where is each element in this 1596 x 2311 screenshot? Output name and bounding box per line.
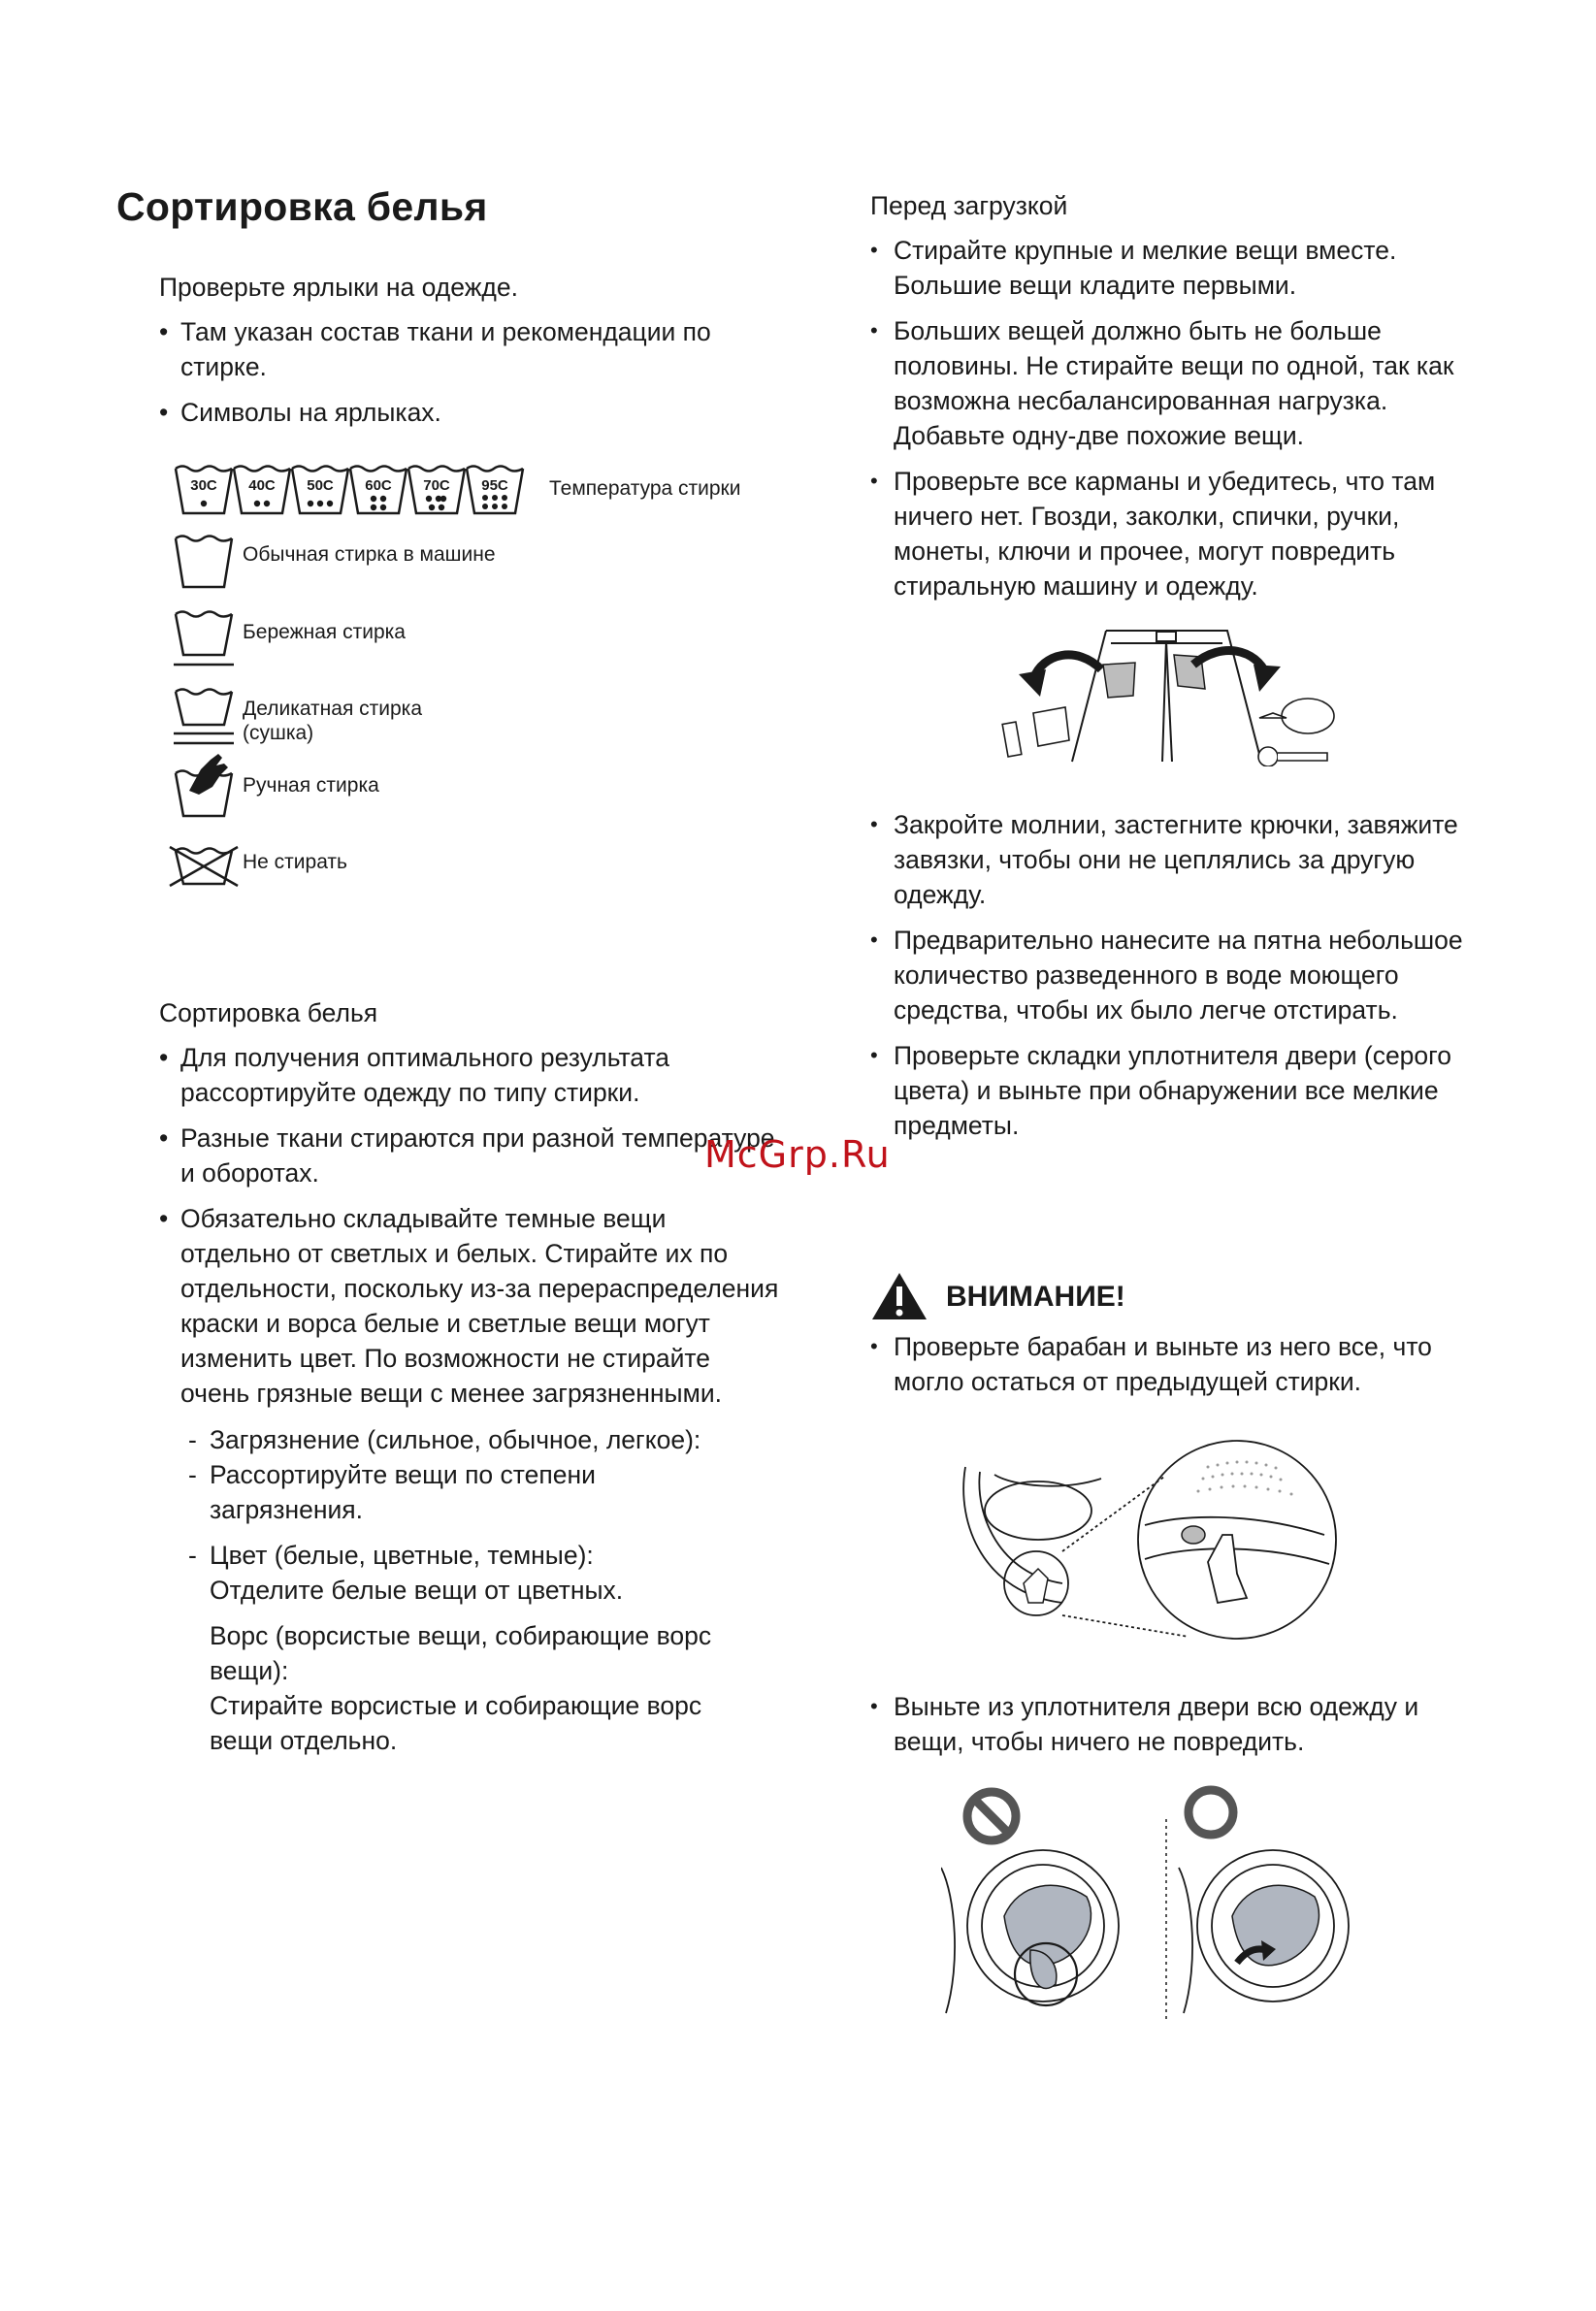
labels-bullet-1: • Там указан состав ткани и рекомендации по стирке. <box>159 314 780 384</box>
gentle-wash-caption: Бережная стирка <box>243 621 406 643</box>
temp-label-40: 40C <box>248 477 276 494</box>
do-not-wash-icon <box>170 847 238 886</box>
warning-icon <box>870 1271 928 1321</box>
sorting-bullet-1: • Для получения оптимального результата рассортируйте одежду по типу стирки. <box>159 1040 780 1110</box>
bullet-dot: • <box>159 317 169 346</box>
hand-wash-caption: Ручная стирка <box>243 774 379 797</box>
lint-note: Ворс (ворсистые вещи, собирающие ворс вещи): Стирайте ворсистые и собирающие ворс вещи отдельно. <box>210 1621 712 1755</box>
before-bullet-6: • Проверьте складки уплотнителя двери (серого цвета) и выньте при обнаружении все мелкие предметы. <box>870 1041 1451 1140</box>
correct-icon <box>1189 1790 1233 1835</box>
warning-bullet-2-block <box>870 1689 1472 1770</box>
before-loading-heading: Перед загрузкой <box>870 191 1068 220</box>
warning-bullet-2: • Выньте из уплотнителя двери всю одежду и вещи, чтобы ничего не повредить. <box>870 1692 1419 1756</box>
sorting-section <box>159 995 780 1758</box>
do-not-wash-caption: Не стирать <box>243 851 347 873</box>
labels-section <box>159 270 780 440</box>
temp-label-70: 70C <box>423 477 450 494</box>
coin-icon <box>1282 699 1334 733</box>
dash-item-sort-soil: - Рассортируйте вещи по степени загрязнения. <box>188 1460 596 1524</box>
temp-label-60: 60C <box>365 477 392 494</box>
temp-label-95: 95C <box>481 477 508 494</box>
before-bullet-2: • Больших вещей должно быть не больше половины. Не стирайте вещи по одной, так как возможна несбалансированная нагрузка. Добавьте одну-две похожие вещи. <box>870 316 1454 450</box>
normal-wash-icon <box>176 537 232 588</box>
gentle-wash-icon <box>174 612 234 666</box>
bullet-dot: • <box>159 1123 169 1153</box>
labels-bullet-2: • Символы на ярлыках. <box>159 395 780 430</box>
dash-item-color: - Цвет (белые, цветные, темные): Отделите белые вещи от цветных. <box>188 1541 624 1605</box>
care-symbols-graphic <box>160 461 568 888</box>
tissue-icon <box>1033 707 1069 746</box>
watermark: McGrp.Ru <box>704 1133 891 1176</box>
dash-item-soil: - Загрязнение (сильное, обычное, легкое): <box>188 1425 701 1454</box>
delicate-wash-caption: Деликатная стирка (сушка) <box>243 698 423 744</box>
normal-wash-caption: Обычная стирка в машине <box>243 543 496 566</box>
warning-bullet-1: • Проверьте барабан и выньте из него все, что могло остаться от предыдущей стирки. <box>870 1332 1432 1396</box>
sorting-bullet-2: • Разные ткани стираются при разной температуре и оборотах. <box>159 1121 780 1190</box>
pocket-left <box>1103 663 1135 698</box>
before-bullet-3: • Проверьте все карманы и убедитесь, что там ничего нет. Гвозди, заколки, спички, ручки, монеты, ключи и прочее, могут повредить стиральную машину и одежду. <box>870 467 1436 601</box>
lighter-icon <box>1002 722 1022 757</box>
door-seal-illustration <box>941 1780 1378 2023</box>
page-title: Сортировка белья <box>116 184 488 229</box>
hand-shape <box>189 754 228 795</box>
temp-label-50: 50C <box>307 477 334 494</box>
bullet-dot: • <box>159 1043 169 1072</box>
temp-caption: Температура стирки <box>549 477 741 500</box>
warning-title: ВНИМАНИЕ! <box>946 1281 1125 1313</box>
before-bullet-1: • Стирайте крупные и мелкие вещи вместе. Большие вещи кладите первыми. <box>870 236 1397 300</box>
coin-in-seal <box>1182 1526 1205 1544</box>
labels-intro: Проверьте ярлыки на одежде. <box>159 273 518 302</box>
before-loading-section-2 <box>870 807 1472 1154</box>
temp-label-30: 30C <box>190 477 217 494</box>
bullet-dot: • <box>159 398 169 427</box>
bullet-dot: • <box>159 1204 169 1233</box>
prohibited-icon <box>967 1792 1016 1840</box>
sorting-heading: Сортировка белья <box>159 998 378 1027</box>
key-icon <box>1258 747 1278 766</box>
before-bullet-4: • Закройте молнии, застегните крючки, завяжите завязки, чтобы они не цеплялись за другую одежду. <box>870 810 1458 909</box>
before-bullet-5: • Предварительно нанесите на пятна небольшое количество разведенного в воде моющего средства, чтобы их было легче отстирать. <box>870 926 1463 1025</box>
drum-check-illustration <box>956 1438 1344 1646</box>
sorting-bullet-3: • Обязательно складывайте темные вещи отдельно от светлых и белых. Стирайте их по отдельности, поскольку из-за перераспределения краски и ворса белые и светлые вещи могут изменить цвет. По возможности не стирайте очень грязные вещи с менее загрязненными. <box>159 1201 780 1411</box>
pockets-illustration <box>999 626 1349 766</box>
delicate-wash-icon <box>174 690 234 744</box>
warning-bullet-1-block <box>870 1329 1472 1410</box>
hand-icon <box>1208 1535 1247 1603</box>
laundry-in-drum-left <box>1004 1885 1091 1965</box>
before-loading-section <box>870 188 1472 614</box>
